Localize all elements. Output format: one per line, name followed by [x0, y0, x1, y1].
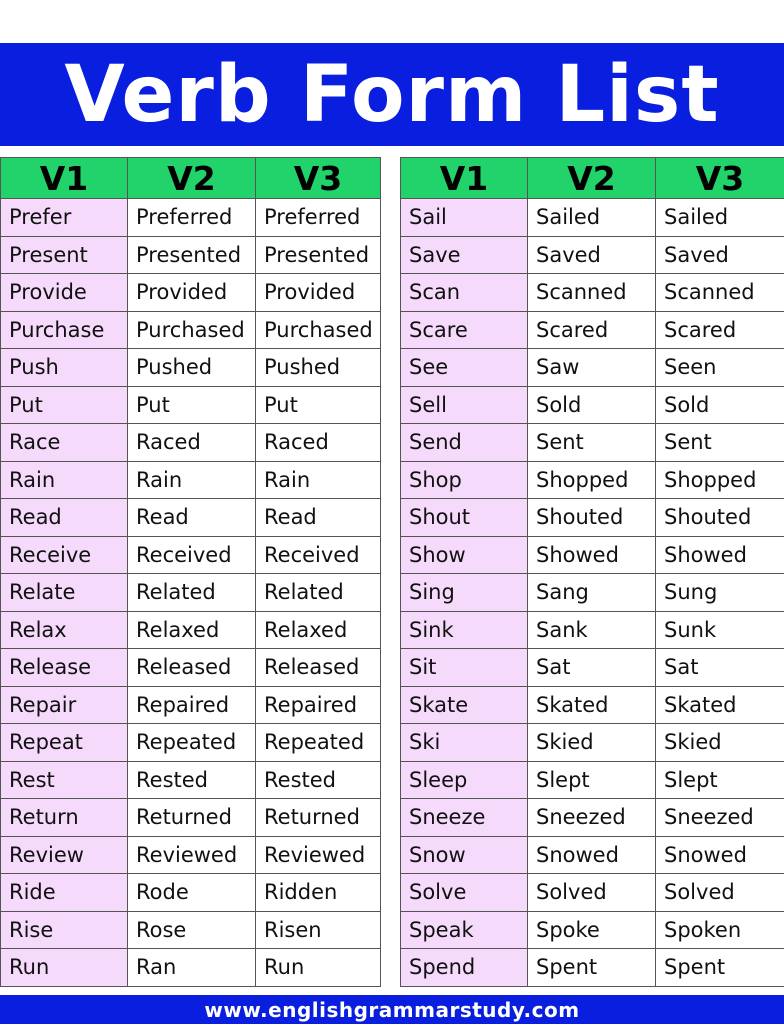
- verb-v2-cell: Slept: [528, 761, 656, 799]
- table-row: [1, 836, 381, 874]
- verb-v1-cell: Ride: [1, 874, 128, 912]
- header-v1: V1: [1, 158, 128, 199]
- verb-v3-cell: Scanned: [656, 274, 784, 312]
- verb-v2-cell: Read: [128, 499, 256, 537]
- verb-v1-cell: Spend: [401, 949, 528, 987]
- verb-v2-cell: Raced: [128, 424, 256, 462]
- table-row: [1, 461, 381, 499]
- table-row: [1, 611, 381, 649]
- verb-v1-cell: Sink: [401, 611, 528, 649]
- website-url: www.englishgrammarstudy.com: [204, 997, 580, 1022]
- verb-v1-cell: Present: [1, 236, 128, 274]
- table-row: [1, 236, 381, 274]
- header-v2: V2: [128, 158, 256, 199]
- table-row: [1, 349, 381, 387]
- verb-v3-cell: Presented: [256, 236, 381, 274]
- table-row: [1, 536, 381, 574]
- verb-v1-cell: Repeat: [1, 724, 128, 762]
- verb-v3-cell: Returned: [256, 799, 381, 837]
- verb-v3-cell: Pushed: [256, 349, 381, 387]
- verb-v3-cell: Ridden: [256, 874, 381, 912]
- verb-v1-cell: Receive: [1, 536, 128, 574]
- table-row: [401, 311, 784, 349]
- table-row: [1, 199, 381, 237]
- verb-v1-cell: Show: [401, 536, 528, 574]
- table-row: [401, 236, 784, 274]
- verb-v2-cell: Sat: [528, 649, 656, 687]
- verb-v1-cell: Skate: [401, 686, 528, 724]
- verb-v1-cell: Relate: [1, 574, 128, 612]
- verb-v2-cell: Scanned: [528, 274, 656, 312]
- verb-v1-cell: Run: [1, 949, 128, 987]
- verb-v1-cell: Shop: [401, 461, 528, 499]
- verb-v1-cell: Relax: [1, 611, 128, 649]
- verb-v3-cell: Spent: [656, 949, 784, 987]
- verb-v3-cell: Provided: [256, 274, 381, 312]
- table-row: [1, 274, 381, 312]
- table-row: [401, 761, 784, 799]
- verb-v3-cell: Rain: [256, 461, 381, 499]
- verb-v1-cell: Purchase: [1, 311, 128, 349]
- verb-v2-cell: Shopped: [528, 461, 656, 499]
- verb-v3-cell: Snowed: [656, 836, 784, 874]
- verb-v2-cell: Repaired: [128, 686, 256, 724]
- verb-v2-cell: Ran: [128, 949, 256, 987]
- table-row: [401, 349, 784, 387]
- verb-v1-cell: Rain: [1, 461, 128, 499]
- verb-v3-cell: Risen: [256, 911, 381, 949]
- verb-v3-cell: Sat: [656, 649, 784, 687]
- table-row: [1, 911, 381, 949]
- verb-v3-cell: Read: [256, 499, 381, 537]
- verb-v1-cell: Snow: [401, 836, 528, 874]
- table-row: [401, 536, 784, 574]
- table-row: [401, 799, 784, 837]
- verb-v3-cell: Run: [256, 949, 381, 987]
- verb-v2-cell: Spent: [528, 949, 656, 987]
- footer-banner: [0, 995, 784, 1024]
- verb-v1-cell: Provide: [1, 274, 128, 312]
- verb-v2-cell: Reviewed: [128, 836, 256, 874]
- verb-v1-cell: Sleep: [401, 761, 528, 799]
- verb-v3-cell: Sailed: [656, 199, 784, 237]
- verb-v3-cell: Purchased: [256, 311, 381, 349]
- table-row: [1, 874, 381, 912]
- verb-v1-cell: Send: [401, 424, 528, 462]
- verb-v2-cell: Sent: [528, 424, 656, 462]
- verb-v2-cell: Solved: [528, 874, 656, 912]
- table-row: [401, 611, 784, 649]
- verb-v3-cell: Relaxed: [256, 611, 381, 649]
- table-row: [401, 911, 784, 949]
- verb-v1-cell: Sing: [401, 574, 528, 612]
- verb-v1-cell: Ski: [401, 724, 528, 762]
- verb-v2-cell: Purchased: [128, 311, 256, 349]
- table-row: [1, 686, 381, 724]
- verb-v3-cell: Solved: [656, 874, 784, 912]
- verb-v1-cell: Solve: [401, 874, 528, 912]
- verb-v1-cell: Rest: [1, 761, 128, 799]
- verb-v3-cell: Sent: [656, 424, 784, 462]
- verb-v3-cell: Saved: [656, 236, 784, 274]
- verb-v1-cell: Shout: [401, 499, 528, 537]
- verb-v1-cell: Rise: [1, 911, 128, 949]
- table-row: [1, 311, 381, 349]
- table-row: [401, 574, 784, 612]
- verb-v2-cell: Skied: [528, 724, 656, 762]
- table-row: [401, 461, 784, 499]
- verb-v2-cell: Relaxed: [128, 611, 256, 649]
- verb-v2-cell: Provided: [128, 274, 256, 312]
- verb-v2-cell: Sneezed: [528, 799, 656, 837]
- verb-v2-cell: Rain: [128, 461, 256, 499]
- verb-v2-cell: Repeated: [128, 724, 256, 762]
- verb-v3-cell: Reviewed: [256, 836, 381, 874]
- verb-v3-cell: Slept: [656, 761, 784, 799]
- verb-v3-cell: Repaired: [256, 686, 381, 724]
- verb-v3-cell: Repeated: [256, 724, 381, 762]
- verb-v2-cell: Spoke: [528, 911, 656, 949]
- verb-v3-cell: Skated: [656, 686, 784, 724]
- verb-v3-cell: Sunk: [656, 611, 784, 649]
- verb-v3-cell: Skied: [656, 724, 784, 762]
- verb-v2-cell: Rested: [128, 761, 256, 799]
- verb-v2-cell: Related: [128, 574, 256, 612]
- verb-v1-cell: Scare: [401, 311, 528, 349]
- title-banner: [0, 43, 784, 146]
- verb-v3-cell: Related: [256, 574, 381, 612]
- verb-v3-cell: Sold: [656, 386, 784, 424]
- verb-v2-cell: Presented: [128, 236, 256, 274]
- verb-v2-cell: Sailed: [528, 199, 656, 237]
- table-row: [1, 424, 381, 462]
- table-row: [401, 874, 784, 912]
- verb-v3-cell: Spoken: [656, 911, 784, 949]
- verb-v1-cell: Release: [1, 649, 128, 687]
- verb-v2-cell: Sang: [528, 574, 656, 612]
- table-row: [1, 386, 381, 424]
- table-row: [1, 799, 381, 837]
- verb-v3-cell: Sung: [656, 574, 784, 612]
- table-row: [401, 274, 784, 312]
- verb-v1-cell: Sail: [401, 199, 528, 237]
- verb-v1-cell: Sell: [401, 386, 528, 424]
- verb-table-left: [0, 157, 381, 987]
- verb-v2-cell: Preferred: [128, 199, 256, 237]
- verb-v1-cell: Scan: [401, 274, 528, 312]
- header-v1: V1: [401, 158, 528, 199]
- table-row: [1, 724, 381, 762]
- table-row: [401, 949, 784, 987]
- verb-v2-cell: Snowed: [528, 836, 656, 874]
- verb-v1-cell: Push: [1, 349, 128, 387]
- verb-v3-cell: Raced: [256, 424, 381, 462]
- header-v2: V2: [528, 158, 656, 199]
- verb-v2-cell: Shouted: [528, 499, 656, 537]
- verb-v3-cell: Put: [256, 386, 381, 424]
- table-row: [401, 424, 784, 462]
- table-row: [401, 649, 784, 687]
- table-row: [401, 686, 784, 724]
- verb-v3-cell: Rested: [256, 761, 381, 799]
- verb-v2-cell: Put: [128, 386, 256, 424]
- table-row: [1, 949, 381, 987]
- verb-v2-cell: Skated: [528, 686, 656, 724]
- table-row: [401, 724, 784, 762]
- verb-v2-cell: Pushed: [128, 349, 256, 387]
- page-title: Verb Form List: [64, 49, 720, 140]
- verb-v3-cell: Received: [256, 536, 381, 574]
- verb-v3-cell: Scared: [656, 311, 784, 349]
- table-row: [401, 836, 784, 874]
- table-row: [1, 574, 381, 612]
- verb-v1-cell: Prefer: [1, 199, 128, 237]
- verb-v1-cell: Sneeze: [401, 799, 528, 837]
- verb-v1-cell: Race: [1, 424, 128, 462]
- verb-v2-cell: Rose: [128, 911, 256, 949]
- verb-v2-cell: Sold: [528, 386, 656, 424]
- header-row: [1, 158, 381, 199]
- verb-v1-cell: Speak: [401, 911, 528, 949]
- verb-v3-cell: Shouted: [656, 499, 784, 537]
- verb-v3-cell: Preferred: [256, 199, 381, 237]
- verb-v3-cell: Showed: [656, 536, 784, 574]
- verb-v1-cell: Read: [1, 499, 128, 537]
- table-row: [1, 761, 381, 799]
- verb-v3-cell: Seen: [656, 349, 784, 387]
- verb-v2-cell: Returned: [128, 799, 256, 837]
- table-row: [401, 386, 784, 424]
- header-row: [401, 158, 784, 199]
- verb-v2-cell: Rode: [128, 874, 256, 912]
- table-row: [1, 649, 381, 687]
- verb-v3-cell: Released: [256, 649, 381, 687]
- header-v3: V3: [256, 158, 381, 199]
- verb-v1-cell: Return: [1, 799, 128, 837]
- verb-v1-cell: Save: [401, 236, 528, 274]
- verb-v1-cell: See: [401, 349, 528, 387]
- verb-v2-cell: Saved: [528, 236, 656, 274]
- verb-v1-cell: Repair: [1, 686, 128, 724]
- verb-v2-cell: Sank: [528, 611, 656, 649]
- table-row: [401, 499, 784, 537]
- verb-v2-cell: Scared: [528, 311, 656, 349]
- verb-table-right: [400, 157, 784, 987]
- verb-v2-cell: Released: [128, 649, 256, 687]
- verb-v2-cell: Showed: [528, 536, 656, 574]
- table-row: [1, 499, 381, 537]
- verb-v2-cell: Saw: [528, 349, 656, 387]
- verb-v1-cell: Review: [1, 836, 128, 874]
- verb-v1-cell: Put: [1, 386, 128, 424]
- verb-v2-cell: Received: [128, 536, 256, 574]
- verb-v3-cell: Shopped: [656, 461, 784, 499]
- verb-v3-cell: Sneezed: [656, 799, 784, 837]
- table-row: [401, 199, 784, 237]
- verb-v1-cell: Sit: [401, 649, 528, 687]
- header-v3: V3: [656, 158, 784, 199]
